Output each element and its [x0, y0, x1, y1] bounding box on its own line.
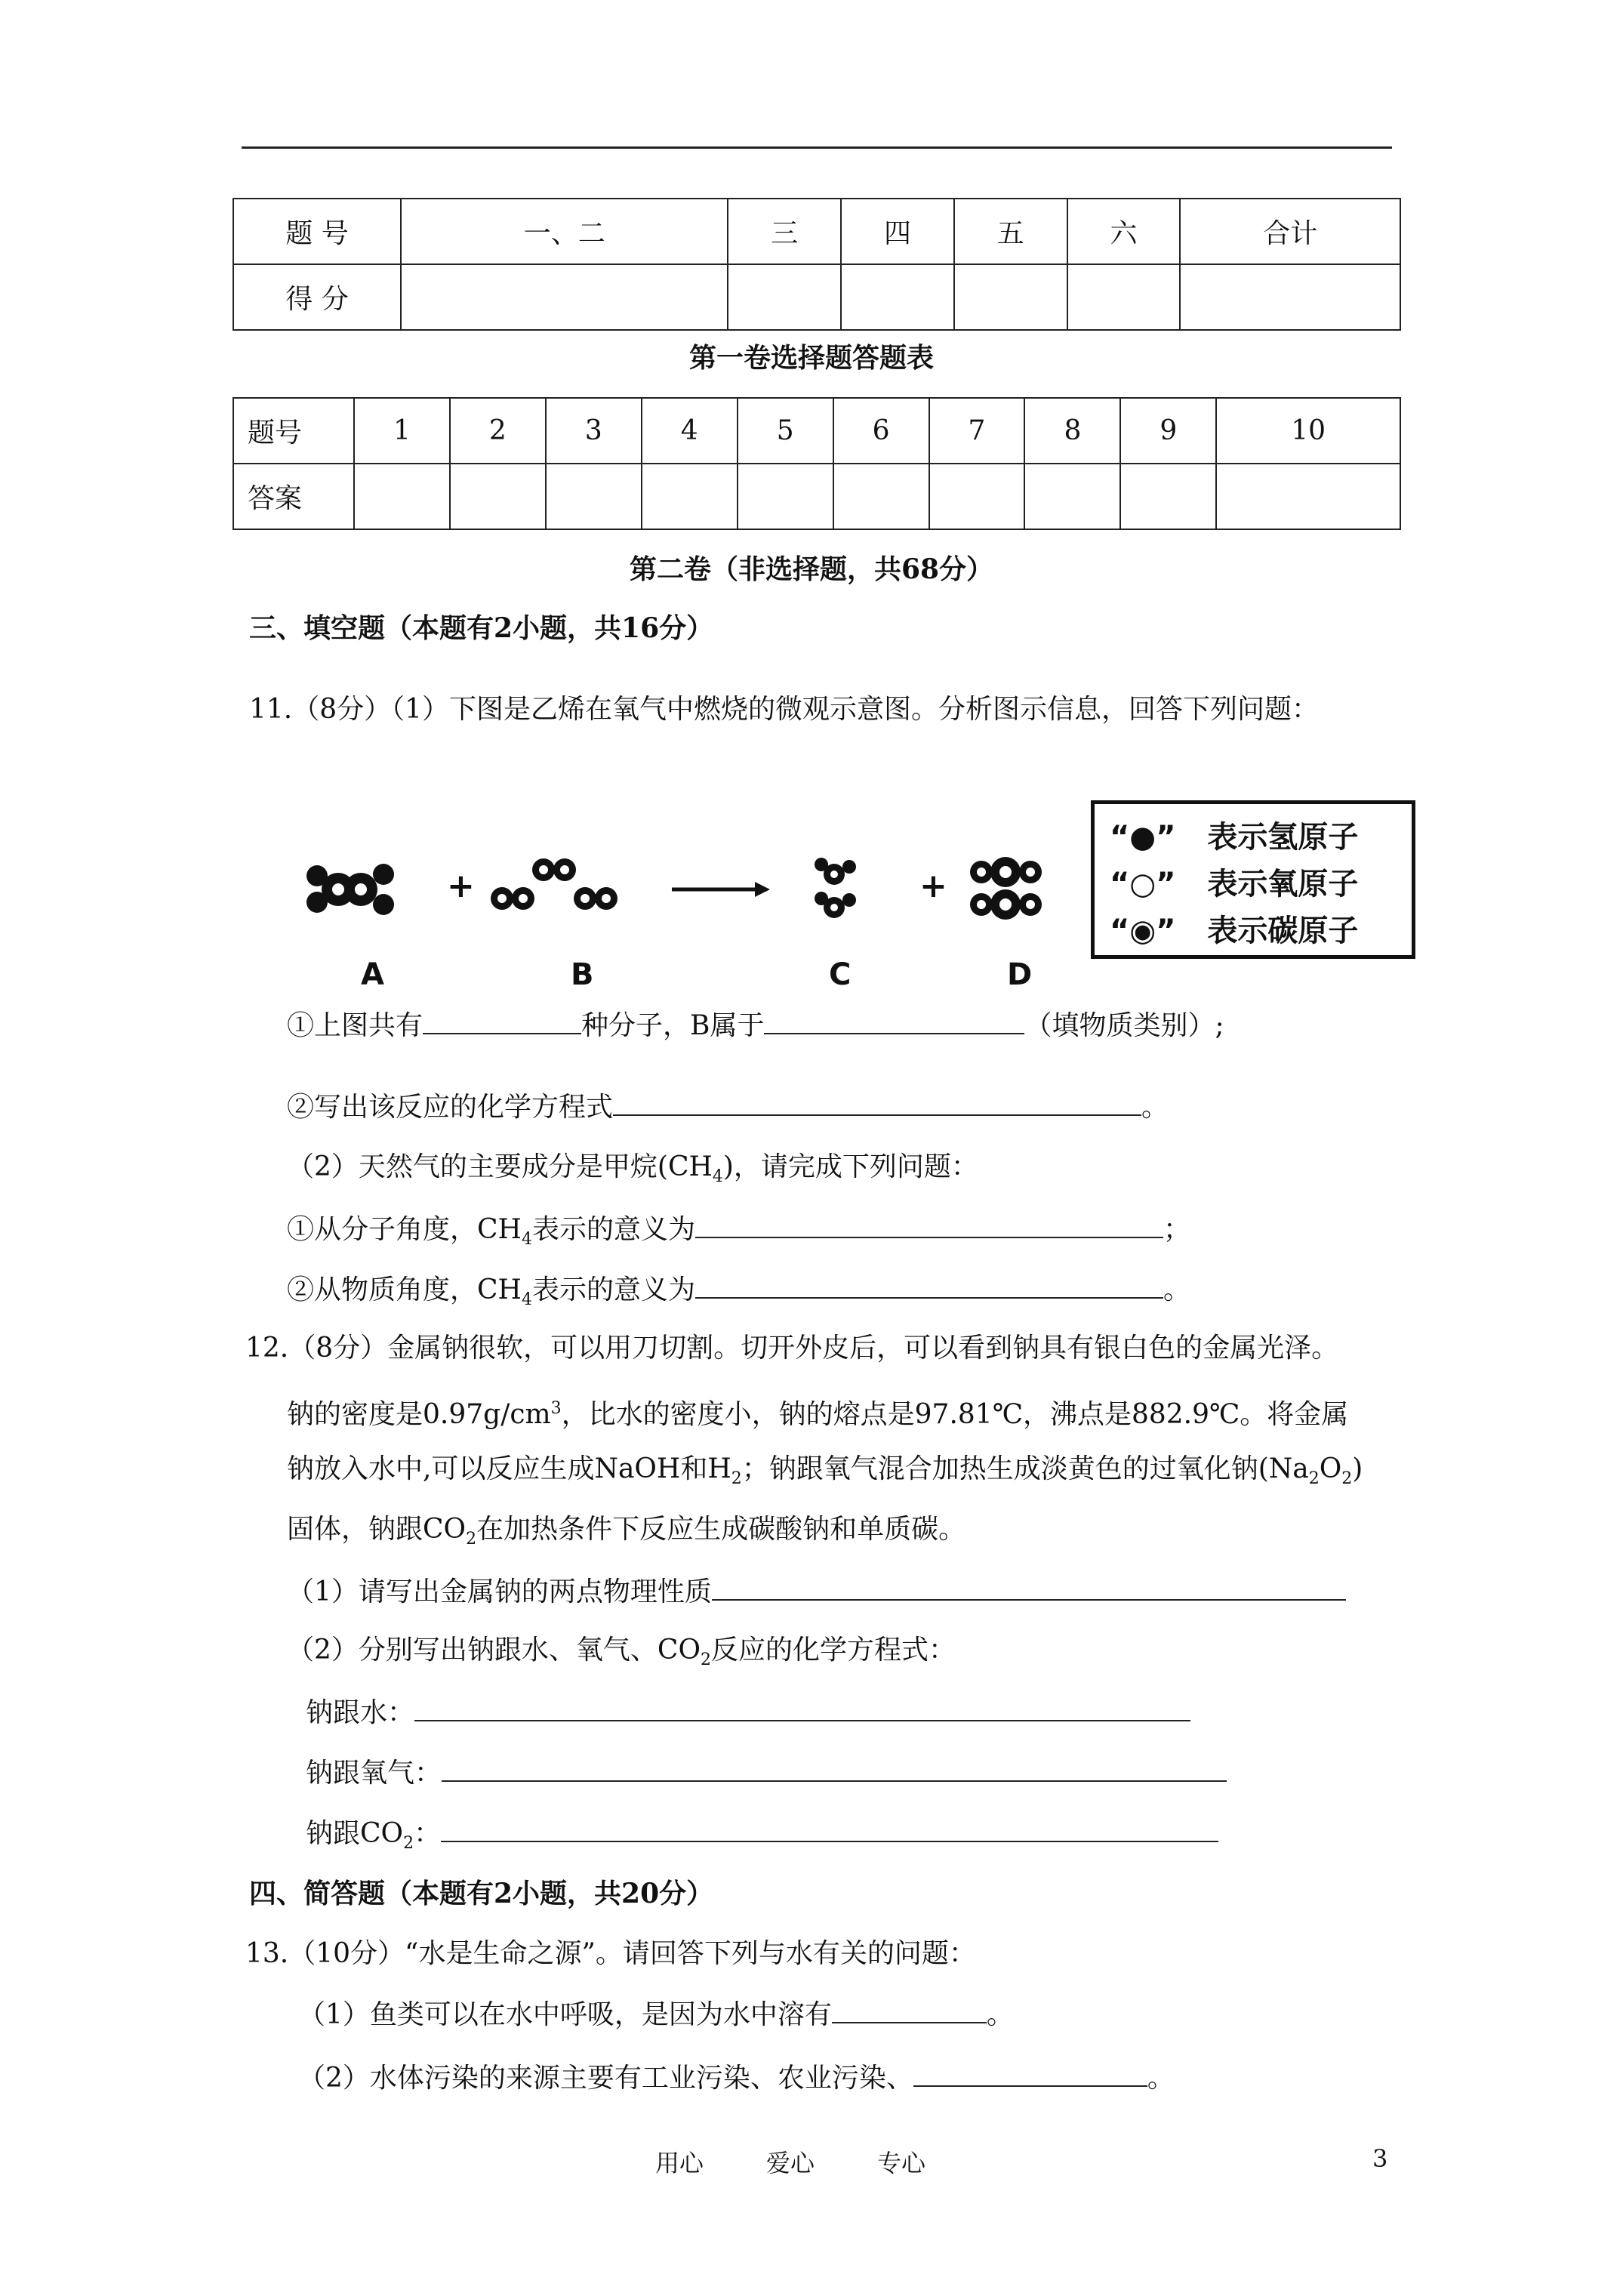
score-cell[interactable]	[1180, 264, 1400, 330]
ethylene-combustion-diagram	[287, 785, 1087, 997]
score-table	[233, 198, 1401, 331]
superscript: 3	[550, 1399, 562, 1418]
score-row-label: 得 分	[233, 264, 401, 330]
legend-row	[1110, 860, 1358, 903]
text: 种分子，B属于	[581, 1010, 765, 1041]
q11-sub2	[287, 1087, 1169, 1126]
legend-row	[1110, 907, 1358, 950]
q11-part2	[287, 1149, 978, 1195]
label-a: A	[361, 957, 384, 992]
text: （1）鱼类可以在水中呼吸，是因为水中溶有	[298, 1999, 832, 2030]
answer-blank[interactable]	[695, 1210, 1163, 1238]
molecule-a-icon	[306, 864, 394, 915]
page-number: 3	[1372, 2144, 1388, 2173]
q11-part2-sub2	[287, 1270, 1190, 1318]
text: ；	[1163, 1214, 1190, 1245]
text: O	[1319, 1453, 1342, 1484]
q12-co2	[306, 1814, 1218, 1862]
answer-blank[interactable]	[832, 1995, 987, 2023]
text: ②写出该反应的化学方程式	[287, 1092, 614, 1123]
text: （2）天然气的主要成分是甲烷(CH	[287, 1151, 713, 1182]
molecule-d-icon	[970, 857, 1042, 920]
text: 。	[986, 1999, 1014, 2030]
text: （2）分别写出钠跟水、氧气、CO	[287, 1635, 701, 1666]
q12-line2	[287, 1391, 1348, 1433]
score-cell[interactable]	[728, 264, 841, 330]
answer-header: 2	[450, 398, 546, 464]
text: 固体，钠跟CO	[287, 1514, 467, 1545]
label-c: C	[829, 957, 852, 992]
text: ：	[414, 1818, 442, 1849]
legend-symbol: “◉”	[1110, 914, 1176, 948]
legend-row	[1110, 813, 1358, 856]
answer-header: 10	[1216, 398, 1400, 464]
subscript: 2	[1341, 1469, 1353, 1489]
score-header: 题 号	[233, 199, 401, 264]
answer-header: 3	[546, 398, 642, 464]
score-header: 六	[1067, 199, 1181, 264]
legend-text: 表示氢原子	[1207, 820, 1359, 855]
text: 表示的意义为	[531, 1214, 695, 1245]
answer-header: 8	[1024, 398, 1120, 464]
subscript: 4	[521, 1290, 532, 1310]
text: （2）水体污染的来源主要有工业污染、农业污染、	[298, 2063, 913, 2094]
answer-blank[interactable]	[442, 1753, 1227, 1782]
answer-cell[interactable]	[1024, 464, 1120, 529]
q12-line4	[287, 1512, 965, 1558]
part2-title: 第二卷（非选择题，共68分）	[629, 553, 994, 585]
legend-text: 表示碳原子	[1207, 914, 1359, 948]
score-cell[interactable]	[1067, 264, 1181, 330]
answer-cell[interactable]	[546, 464, 642, 529]
answer-header: 题号	[233, 398, 354, 464]
reaction-arrow-icon	[672, 882, 770, 897]
header-rule	[242, 146, 1392, 149]
score-header: 四	[841, 199, 954, 264]
section3-title: 三、填空题（本题有2小题，共16分）	[249, 612, 714, 644]
q12-part2	[287, 1632, 956, 1678]
text: )，请完成下列问题：	[722, 1151, 978, 1182]
text: 表示的意义为	[531, 1274, 695, 1305]
answer-header: 6	[833, 398, 929, 464]
q13-stem: 13.（10分）“水是生命之源”。请回答下列与水有关的问题：	[245, 1938, 976, 1969]
text: ②从物质角度，CH	[287, 1274, 522, 1305]
answer-cell[interactable]	[1216, 464, 1400, 529]
text: 钠的密度是0.97g/cm	[287, 1399, 551, 1430]
text: 。	[1141, 1092, 1169, 1123]
text: 反应的化学方程式：	[710, 1635, 956, 1666]
score-cell[interactable]	[401, 264, 728, 330]
q13-part1	[298, 1995, 1014, 2033]
subscript: 2	[403, 1834, 414, 1854]
answer-cell[interactable]	[1120, 464, 1216, 529]
footer-motto-3: 专心	[877, 2149, 926, 2177]
molecule-b-icon	[491, 858, 617, 910]
answer-table-caption: 第一卷选择题答题表	[688, 342, 934, 374]
label-b: B	[571, 957, 594, 992]
legend-text: 表示氧原子	[1207, 867, 1359, 901]
text: 。	[1163, 1274, 1190, 1305]
subscript: 2	[1308, 1469, 1320, 1489]
answer-blank[interactable]	[423, 1006, 581, 1034]
plus-sign-1: +	[447, 867, 475, 905]
q12-part1	[287, 1572, 1346, 1610]
text: 在加热条件下反应生成碳酸钠和单质碳。	[476, 1514, 966, 1545]
answer-blank[interactable]	[613, 1087, 1141, 1116]
score-header: 一、二	[401, 199, 728, 264]
q12-oxygen	[306, 1753, 1227, 1792]
text: )	[1352, 1453, 1363, 1484]
q11-stem: 11.（8分）（1）下图是乙烯在氧气中燃烧的微观示意图。分析图示信息，回答下列问题：	[249, 694, 1320, 725]
legend-symbol: “●”	[1110, 820, 1176, 855]
q12-line3	[287, 1451, 1363, 1497]
q12-line1: 12.（8分）金属钠很软，可以用刀切割。切开外皮后，可以看到钠具有银白色的金属光泽。	[245, 1333, 1339, 1364]
text: 钠跟CO	[306, 1818, 404, 1849]
answer-header: 5	[738, 398, 833, 464]
subscript: 4	[712, 1167, 723, 1187]
label-d: D	[1007, 957, 1033, 992]
molecule-c-icon	[815, 858, 856, 918]
answer-header: 4	[642, 398, 738, 464]
text: ①上图共有	[287, 1010, 423, 1041]
subscript: 4	[521, 1230, 532, 1250]
answer-cell[interactable]	[450, 464, 546, 529]
atom-legend	[1091, 800, 1415, 959]
text: （填物质类别）;	[1024, 1010, 1224, 1041]
answer-header: 7	[929, 398, 1025, 464]
score-cell[interactable]	[954, 264, 1067, 330]
score-cell[interactable]	[841, 264, 954, 330]
answer-header: 9	[1120, 398, 1216, 464]
text: 钠跟水：	[306, 1697, 415, 1728]
answer-cell[interactable]	[354, 464, 450, 529]
score-header: 三	[728, 199, 841, 264]
text: ；钠跟氧气混合加热生成淡黄色的过氧化钠(Na	[741, 1453, 1309, 1484]
answer-cell[interactable]	[833, 464, 929, 529]
text: ，比水的密度小，钠的熔点是97.81℃，沸点是882.9℃。将金属	[561, 1399, 1349, 1430]
text: （1）请写出金属钠的两点物理性质	[287, 1576, 712, 1607]
footer-motto-2: 爱心	[766, 2149, 815, 2177]
answer-blank[interactable]	[913, 2058, 1147, 2087]
section4-title: 四、简答题（本题有2小题，共20分）	[249, 1878, 714, 1909]
text: 。	[1147, 2063, 1175, 2094]
q13-part2	[298, 2058, 1175, 2097]
answer-cell[interactable]	[642, 464, 738, 529]
q12-water	[306, 1693, 1190, 1731]
subscript: 2	[731, 1469, 742, 1489]
subscript: 2	[466, 1530, 477, 1549]
score-header: 合计	[1180, 199, 1400, 264]
text: 钠放入水中,可以反应生成NaOH和H	[287, 1453, 731, 1484]
answer-row-label: 答案	[233, 464, 354, 529]
plus-sign-2: +	[919, 867, 947, 905]
answer-table	[233, 397, 1401, 530]
subscript: 2	[700, 1650, 711, 1670]
answer-blank[interactable]	[712, 1572, 1346, 1601]
answer-blank[interactable]	[695, 1270, 1163, 1299]
footer-motto-1: 用心	[655, 2149, 704, 2177]
score-header: 五	[954, 199, 1067, 264]
answer-cell[interactable]	[929, 464, 1025, 529]
answer-blank[interactable]	[764, 1006, 1024, 1034]
legend-symbol: “○”	[1110, 867, 1176, 901]
q11-sub1	[287, 1006, 1224, 1044]
text: ①从分子角度，CH	[287, 1214, 522, 1245]
q11-part2-sub1	[287, 1210, 1190, 1258]
answer-blank[interactable]	[414, 1693, 1190, 1721]
answer-header: 1	[354, 398, 450, 464]
answer-blank[interactable]	[441, 1814, 1218, 1842]
text: 钠跟氧气：	[306, 1758, 442, 1789]
answer-cell[interactable]	[738, 464, 833, 529]
